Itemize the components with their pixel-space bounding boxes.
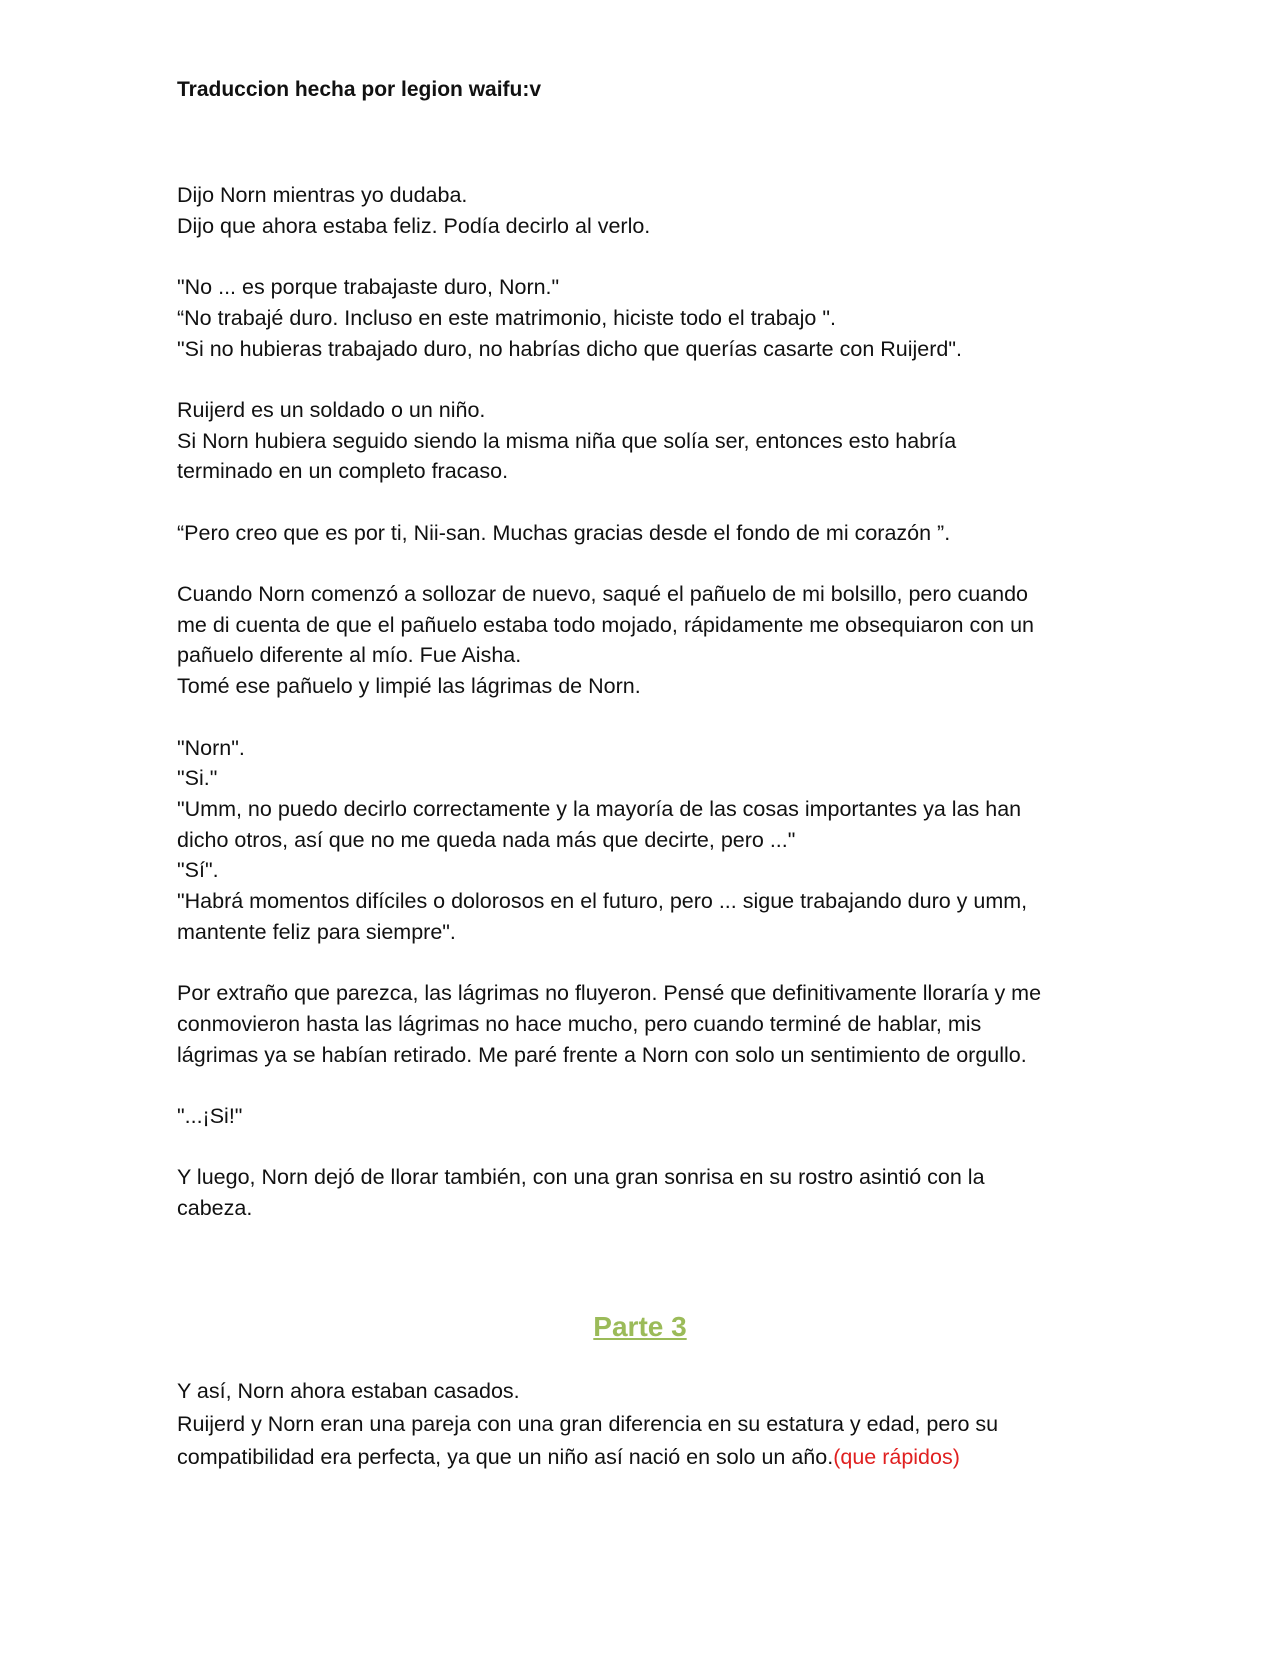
- text-line: conmovieron hasta las lágrimas no hace mucho, pero cuando terminé de hablar, mis: [177, 1011, 982, 1036]
- text-line: "Umm, no puedo decirlo correctamente y la mayoría de las cosas importantes ya las han: [177, 796, 1022, 821]
- text-line: "Habrá momentos difíciles o dolorosos en el futuro, pero ... sigue trabajando duro y umm,: [177, 889, 1028, 914]
- text-line-with-note: [177, 1441, 1107, 1474]
- text-line: Ruijerd y Norn eran una pareja con una gran diferencia en su estatura y edad, pero su: [177, 1412, 999, 1436]
- text-fragment: compatibilidad era perfecta, ya que un niño así nació en solo un año.: [177, 1445, 834, 1469]
- paragraph-9: [177, 1162, 1107, 1223]
- text-line: Cuando Norn comenzó a sollozar de nuevo, saqué el pañuelo de mi bolsillo, pero cuando: [177, 582, 1028, 607]
- text-line: "Norn".: [177, 735, 245, 760]
- text-line: "...¡Si!": [177, 1103, 243, 1128]
- story-body: [177, 180, 1107, 1254]
- translator-note: (que rápidos): [833, 1445, 960, 1469]
- text-line: Dijo Norn mientras yo dudaba.: [177, 183, 468, 207]
- text-line: me di cuenta de que el pañuelo estaba todo mojado, rápidamente me obsequiaron con un: [177, 612, 1035, 637]
- paragraph-7: [177, 978, 1107, 1070]
- translation-credit: Traduccion hecha por legion waifu:v: [177, 78, 542, 101]
- text-line: lágrimas ya se habían retirado. Me paré frente a Norn con solo un sentimiento de orgullo.: [177, 1042, 1027, 1067]
- paragraph-8: [177, 1101, 1107, 1132]
- paragraph-3: [177, 395, 1107, 487]
- paragraph-6: [177, 733, 1107, 948]
- text-line: mantente feliz para siempre".: [177, 919, 456, 944]
- text-line: "Sí".: [177, 858, 219, 883]
- paragraph-1: [177, 180, 1107, 241]
- text-line: cabeza.: [177, 1196, 253, 1221]
- paragraph-5: [177, 579, 1107, 702]
- text-line: Tomé ese pañuelo y limpié las lágrimas de Norn.: [177, 674, 641, 699]
- text-line: “No trabajé duro. Incluso en este matrimonio, hiciste todo el trabajo ".: [177, 305, 836, 330]
- paragraph-2: [177, 272, 1107, 364]
- text-line: dicho otros, así que no me queda nada más que decirte, pero ...": [177, 827, 796, 852]
- text-line: Y luego, Norn dejó de llorar también, con una gran sonrisa en su rostro asintió con la: [177, 1165, 985, 1190]
- section-body: [177, 1375, 1107, 1474]
- text-line: “Pero creo que es por ti, Nii-san. Muchas gracias desde el fondo de mi corazón ”.: [177, 520, 951, 545]
- text-line: Por extraño que parezca, las lágrimas no fluyeron. Pensé que definitivamente lloraría y me: [177, 981, 1042, 1006]
- text-line: "No ... es porque trabajaste duro, Norn.": [177, 275, 560, 300]
- text-line: terminado en un completo fracaso.: [177, 459, 509, 484]
- section-title: Parte 3: [593, 1311, 687, 1342]
- text-line: Ruijerd es un soldado o un niño.: [177, 397, 486, 422]
- text-line: Y así, Norn ahora estaban casados.: [177, 1379, 520, 1403]
- paragraph-4: [177, 518, 1107, 549]
- text-line: "Si no hubieras trabajado duro, no habrías dicho que querías casarte con Ruijerd".: [177, 336, 962, 361]
- text-line: "Si.": [177, 766, 218, 791]
- text-line: Si Norn hubiera seguido siendo la misma niña que solía ser, entonces esto habría: [177, 428, 957, 453]
- text-line: pañuelo diferente al mío. Fue Aisha.: [177, 643, 522, 668]
- text-line: Dijo que ahora estaba feliz. Podía decirlo al verlo.: [177, 213, 651, 238]
